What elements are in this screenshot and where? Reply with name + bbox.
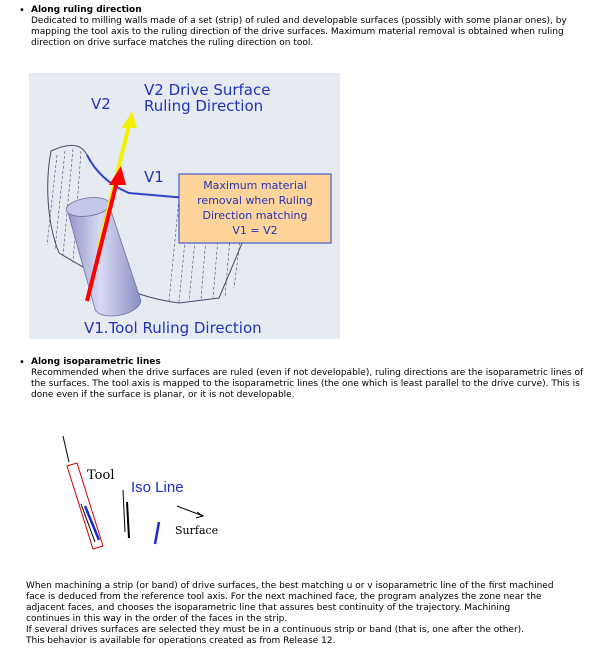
drive-surface-label: V2 Drive Surface <box>144 81 271 99</box>
v1-label: V1 <box>144 168 164 186</box>
iso-line-2 <box>127 502 129 538</box>
ruling-direction-label: Ruling Direction <box>144 97 264 115</box>
ruling-direction-figure <box>29 73 340 339</box>
section-text-isoparametric-lines: Recommended when the drive surfaces are ruled (even if not developable), ruling directions are the isoparametric lines of the surfaces. The tool axis is mapped to the isoparametric lines (the one which is least parallel to the drive curve). This is done even if the surface is planar, or it is not developable. <box>31 368 584 400</box>
iso-line-3 <box>155 522 159 544</box>
footer-text: When machining a strip (or band) of drive surfaces, the best matching u or v isoparametric line of the first machined face is deduced from the reference tool axis. For the next machined face, the program analyzes the zone near the adjacent faces, and chooses the isoparametric line that assures best continuity of the trajectory. Machining continues in this way in the order of the faces in the strip. If several drives surfaces are selected they must be in a continuous strip or band (that is, one after the other). This behavior is available for operations created as from Release 12. <box>26 581 554 646</box>
v2-label: V2 <box>91 95 111 113</box>
tool-ruling-label: V1.Tool Ruling Direction <box>84 319 262 337</box>
surface-pointer <box>177 506 203 516</box>
bullet-dot: • <box>19 5 25 16</box>
surface-label: Surface <box>175 524 219 537</box>
reference-line <box>63 436 69 462</box>
info-box-line2: removal when Ruling <box>197 194 313 207</box>
section-title-isoparametric-lines: Along isoparametric lines <box>31 357 161 367</box>
bullet-dot: • <box>19 357 25 368</box>
isoparametric-figure <box>55 432 230 557</box>
iso-line-label: Iso Line <box>131 479 184 496</box>
section-title-ruling-direction: Along ruling direction <box>31 5 142 15</box>
section-text-ruling-direction: Dedicated to milling walls made of a set (strip) of ruled and developable surfaces (possibly with some planar ones), by mapping the tool axis to the ruling direction of the drive surfaces. Maximum material removal is obtained when ruling direction on drive surface matches the ruling direction on tool. <box>31 16 567 48</box>
info-box-line4: V1 = V2 <box>232 224 278 237</box>
iso-pointer <box>123 490 125 532</box>
info-box-line3: Direction matching <box>202 209 308 222</box>
tool-label: Tool <box>87 468 115 483</box>
info-box-line1: Maximum material <box>203 179 307 192</box>
